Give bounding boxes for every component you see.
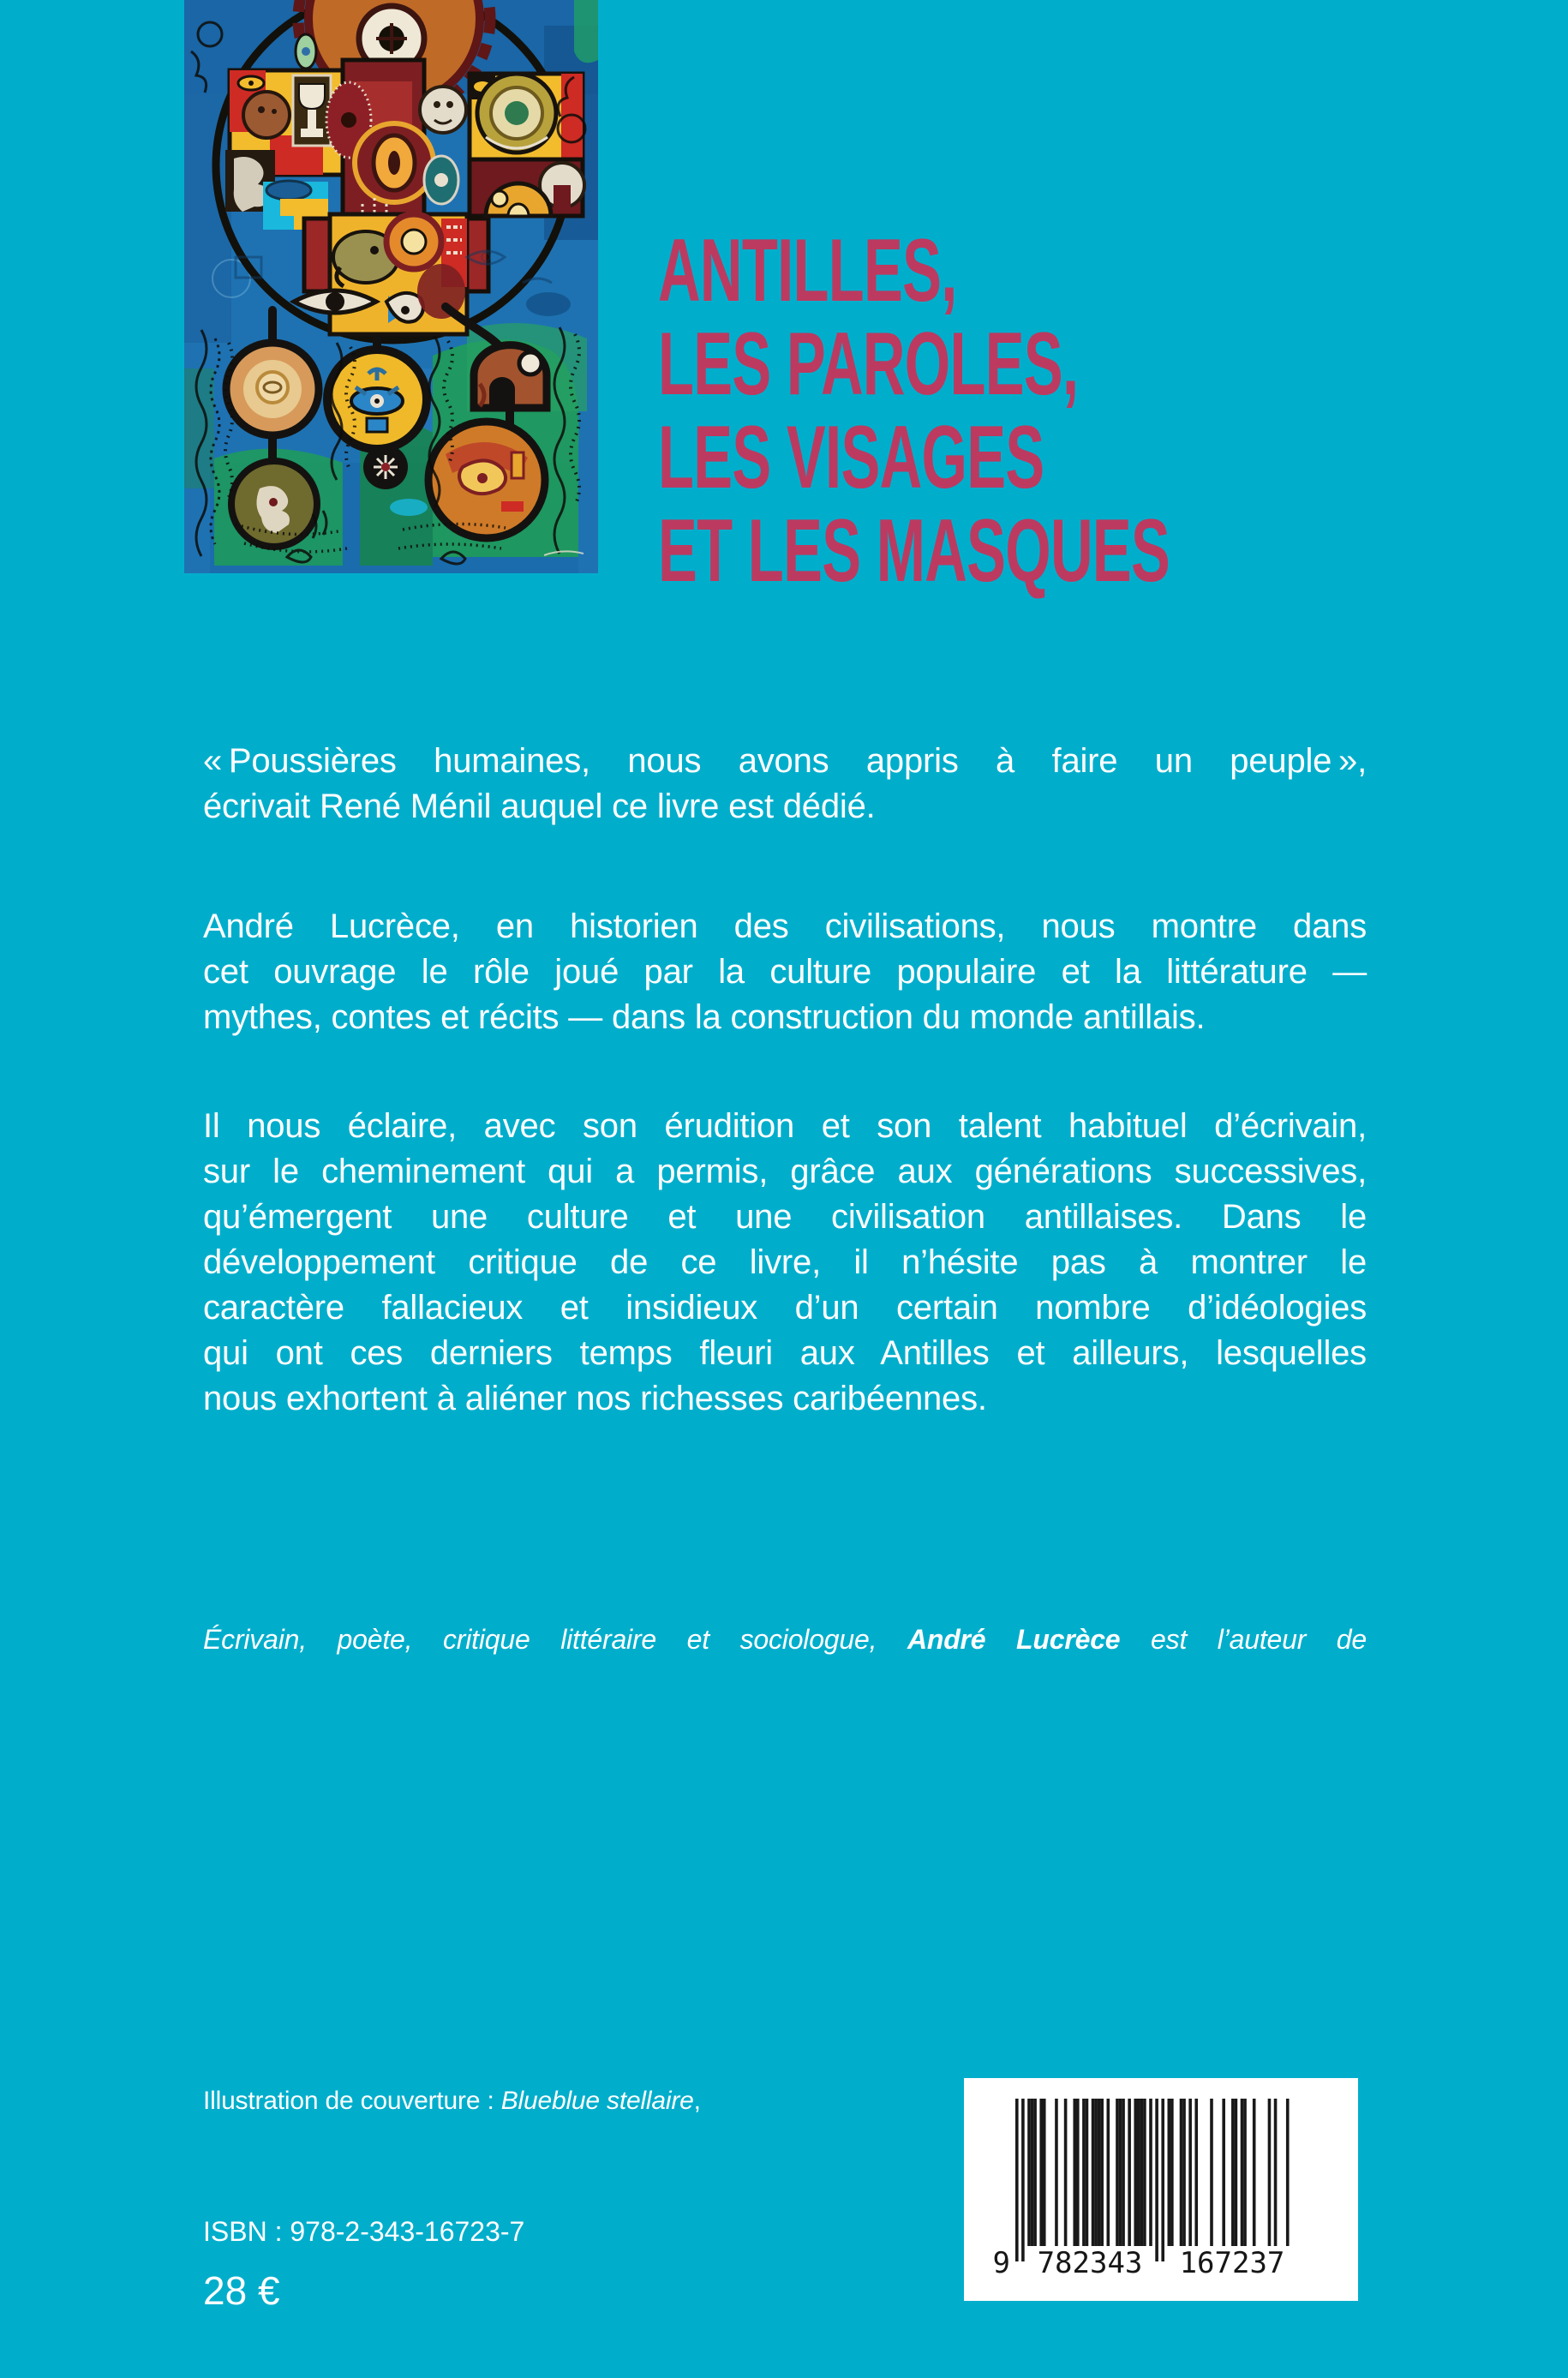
text-line: Illustration de couverture : Blueblue stellaire,	[203, 2087, 701, 2115]
paragraph-summary	[203, 904, 1367, 1040]
text-line: mythes, contes et récits — dans la construction du monde antillais.	[203, 998, 1206, 1036]
author-bio	[203, 1618, 1367, 1661]
text-line: écrivait René Ménil auquel ce livre est dédié.	[203, 788, 876, 825]
price-text: 28 €	[203, 2268, 280, 2313]
paragraph-dedication	[203, 739, 1367, 830]
text-line: Écrivain, poète, critique littéraire et sociologue, André Lucrèce est l’auteur de	[203, 1624, 1368, 1655]
paragraph-analysis	[203, 1104, 1367, 1422]
book-title	[658, 221, 1170, 601]
text-line: qui ont ces derniers temps fleuri aux Antilles et ailleurs, lesquelles	[203, 1334, 1367, 1372]
text-line: caractère fallacieux et insidieux d’un certain nombre d’idéologies	[203, 1289, 1367, 1327]
text-line: Il nous éclaire, avec son érudition et son talent habituel d’écrivain,	[203, 1107, 1367, 1145]
title-line: ANTILLES,	[658, 221, 957, 320]
text-line: cet ouvrage le rôle joué par la culture populaire et la littérature —	[203, 953, 1367, 991]
barcode-digit-group1: 782343	[1037, 2246, 1143, 2280]
text-line: André Lucrèce, en historien des civilisations, nous montre dans	[203, 907, 1367, 945]
text-line: sur le cheminement qui a permis, grâce aux générations successives,	[203, 1153, 1367, 1190]
title-line: LES PAROLES,	[658, 314, 1079, 414]
barcode-bars	[964, 2078, 1358, 2301]
text-line: « Poussières humaines, nous avons appris à faire un peuple »,	[203, 742, 1367, 780]
text-line: nous exhortent à aliéner nos richesses caribéennes.	[203, 1380, 987, 1417]
barcode	[964, 2078, 1358, 2301]
text-line: développement critique de ce livre, il n’hésite pas à montrer le	[203, 1243, 1367, 1281]
text-line: qu’émergent une culture et une civilisation antillaises. Dans le	[203, 1198, 1367, 1236]
cover-art	[184, 0, 598, 573]
barcode-digit-group2: 167237	[1179, 2246, 1285, 2280]
title-line: LES VISAGES	[658, 408, 1044, 507]
barcode-digit-left: 9	[992, 2246, 1010, 2280]
title-line: ET LES MASQUES	[658, 501, 1170, 601]
isbn-text: ISBN : 978-2-343-16723-7	[203, 2216, 525, 2247]
